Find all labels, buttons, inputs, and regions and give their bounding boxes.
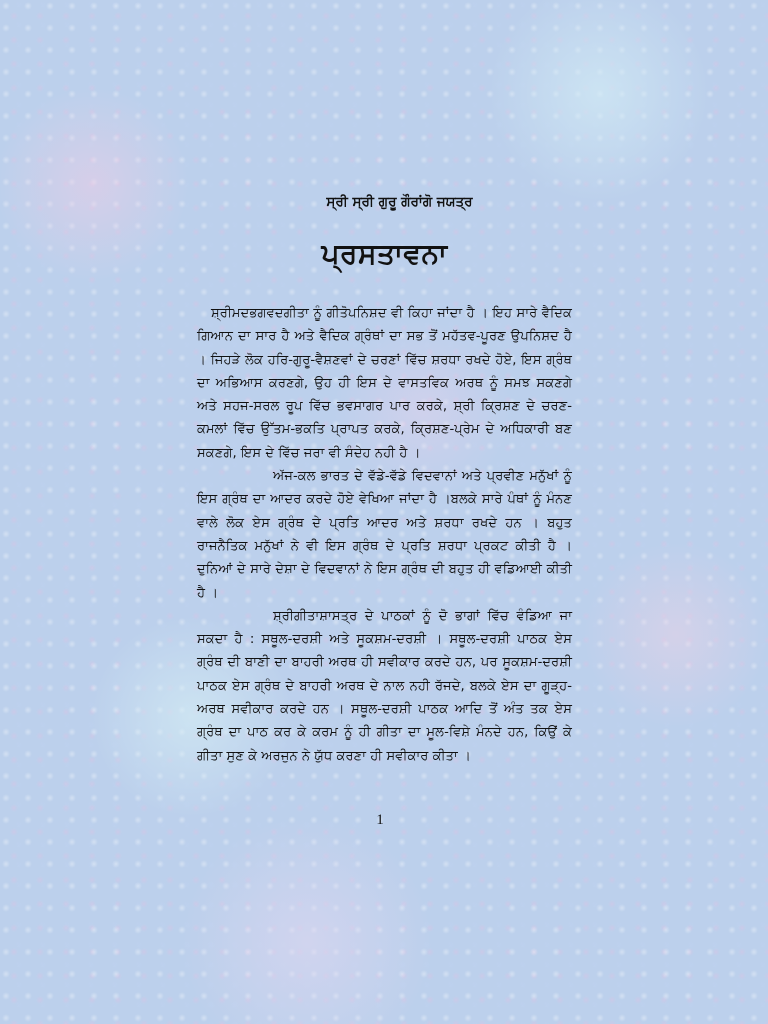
document-page (197, 190, 572, 768)
page-title: ਪ੍ਰਸਤਾਵਨਾ (321, 237, 448, 270)
paragraph-3: ਸ਼੍ਰੀਗੀਤਾਸ਼ਾਸਤ੍ਰ ਦੇ ਪਾਠਕਾਂ ਨੂੰ ਦੋ ਭਾਗਾਂ ਵਿੱਚ ਵੰਡਿਆ ਜਾ ਸਕਦਾ ਹੈ : ਸਥੂਲ-ਦਰਸ਼ੀ ਅਤੇ ਸੂਕਸ਼ਮ-ਦਰਸ਼ੀ । ਸਥੂਲ-ਦਰਸ਼ੀ ਪਾਠਕ ਏਸ ਗ੍ਰੰਥ ਦੀ ਬਾਣੀ ਦਾ ਬਾਹਰੀ ਅਰਥ ਹੀ ਸਵੀਕਾਰ ਕਰਦੇ ਹਨ, ਪਰ ਸੂਕਸ਼ਮ-ਦਰਸ਼ੀ ਪਾਠਕ ਏਸ ਗ੍ਰੰਥ ਦੇ ਬਾਹਰੀ ਅਰਥ ਦੇ ਨਾਲ ਨਹੀ ਰੱਜਦੇ, ਬਲਕੇ ਏਸ ਦਾ ਗੂੜ੍ਹ-ਅਰਥ ਸਵੀਕਾਰ ਕਰਦੇ ਹਨ । ਸਥੂਲ-ਦਰਸ਼ੀ ਪਾਠਕ ਆਦਿ ਤੋਂ ਅੰਤ ਤਕ ਏਸ ਗ੍ਰੰਥ ਦਾ ਪਾਠ ਕਰ ਕੇ ਕਰਮ ਨੂੰ ਹੀ ਗੀਤਾ ਦਾ ਮੂਲ-ਵਿਸ਼ੇ ਮੰਨਦੇ ਹਨ, ਕਿਉਂ ਕੇ ਗੀਤਾ ਸੁਣ ਕੇ ਅਰਜੁਨ ਨੇ ਯੁੱਧ ਕਰਣਾ ਹੀ ਸਵੀਕਾਰ ਕੀਤਾ । (197, 608, 572, 764)
paragraph-2: ਅੱਜ-ਕਲ ਭਾਰਤ ਦੇ ਵੱਡੇ-ਵੱਡੇ ਵਿਦਵਾਨਾਂ ਅਤੇ ਪ੍ਰਵੀਣ ਮਨੁੱਖਾਂ ਨੂੰ ਇਸ ਗ੍ਰੰਥ ਦਾ ਆਦਰ ਕਰਦੇ ਹੋਏ ਵੇਖਿਆ ਜਾਂਦਾ ਹੈ ।ਬਲਕੇ ਸਾਰੇ ਪੰਥਾਂ ਨੂੰ ਮੰਨਣ ਵਾਲੇ ਲੋਕ ਏਸ ਗ੍ਰੰਥ ਦੇ ਪ੍ਰਤਿ ਆਦਰ ਅਤੇ ਸ਼ਰਧਾ ਰਖਦੇ ਹਨ । ਬਹੁਤ ਰਾਜਨੈਤਿਕ ਮਨੁੱਖਾਂ ਨੇ ਵੀ ਇਸ ਗ੍ਰੰਥ ਦੇ ਪ੍ਰਤਿ ਸ਼ਰਧਾ ਪ੍ਰਕਟ ਕੀਤੀ ਹੈ । ਦੁਨਿਆਂ ਦੇ ਸਾਰੇ ਦੇਸ਼ਾ ਦੇ ਵਿਦਵਾਨਾਂ ਨੇ ਇਸ ਗ੍ਰੰਥ ਦੀ ਬਹੁਤ ਹੀ ਵਡਿਆਈ ਕੀਤੀ ਹੈ । (197, 469, 572, 601)
invocation-line: ਸ੍ਰੀ ਸ੍ਰੀ ਗੁਰੂ ਗੌਰਾਂਗੋ ਜਯਤ੍ਰ (326, 194, 473, 210)
page-number: 1 (376, 812, 384, 828)
body-text (197, 302, 572, 768)
paragraph-1: ਸ਼੍ਰੀਮਦਭਗਵਦਗੀਤਾ ਨੂੰ ਗੀਤੋਪਨਿਸ਼ਦ ਵੀ ਕਿਹਾ ਜਾਂਦਾ ਹੈ । ਇਹ ਸਾਰੇ ਵੈਦਿਕ ਗਿਆਨ ਦਾ ਸਾਰ ਹੈ ਅਤੇ ਵੈਦਿਕ ਗ੍ਰੰਥਾਂ ਦਾ ਸਭ ਤੋਂ ਮਹੱਤਵ-ਪੂਰਣ ਉਪਨਿਸ਼ਦ ਹੈ । ਜਿਹੜੇ ਲੋਕ ਹਰਿ-ਗੁਰੂ-ਵੈਸ਼ਣਵਾਂ ਦੇ ਚਰਣਾਂ ਵਿੱਚ ਸ਼ਰਧਾ ਰਖਦੇ ਹੋਏ, ਇਸ ਗ੍ਰੰਥ ਦਾ ਅਭਿਆਸ ਕਰਣਗੇ, ਉਹ ਹੀ ਇਸ ਦੇ ਵਾਸਤਵਿਕ ਅਰਥ ਨੂੰ ਸਮਝ ਸਕਣਗੇ ਅਤੇ ਸਹਜ-ਸਰਲ ਰੂਪ ਵਿੱਚ ਭਵਸਾਗਰ ਪਾਰ ਕਰਕੇ, ਸ਼੍ਰੀ ਕ੍ਰਿਸ਼ਣ ਦੇ ਚਰਣ-ਕਮਲਾਂ ਵਿੱਚ ਉੱਤਮ-ਭਕਤਿ ਪ੍ਰਾਪਤ ਕਰਕੇ, ਕ੍ਰਿਸ਼ਣ-ਪ੍ਰੇਮ ਦੇ ਅਧਿਕਾਰੀ ਬਣ ਸਕਣਗੇ, ਇਸ ਦੇ ਵਿੱਚ ਜਰਾ ਵੀ ਸੰਦੇਹ ਨਹੀ ਹੈ । (197, 306, 572, 461)
